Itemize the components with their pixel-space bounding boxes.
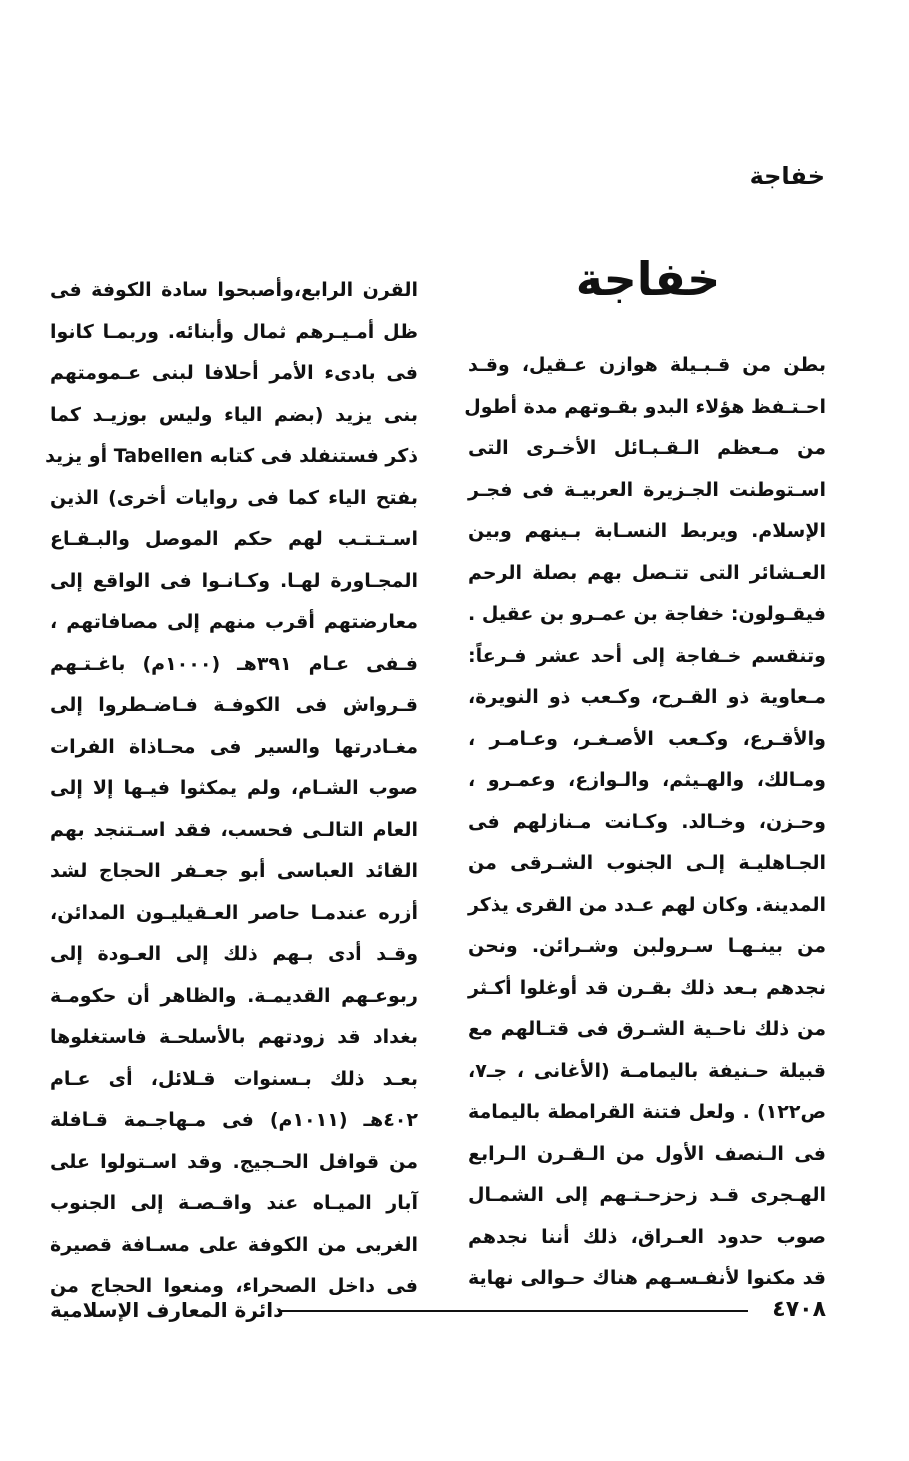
text-line: والأقـرع، وكـعب الأصـغـر، وعـامـر ،	[468, 727, 826, 750]
text-line: اسـتـتـب لهم حكم الموصل والبـقـاع	[50, 528, 418, 550]
text-line: فى الـنصف الأول من الـقـرن الـرابع	[468, 1142, 826, 1165]
text-line: مغـادرتها والسير فى محـاذاة الفرات	[50, 735, 418, 758]
text-line: معارضتهم أقرب منهم إلى مصافاتهم ،	[50, 611, 418, 633]
left-column	[45, 270, 418, 1308]
text-line: صوب حدود العـراق، ذلك أننا نجدهم	[468, 1225, 826, 1248]
text-line: الغربى من الكوفة على مسـافة قصيرة	[50, 1233, 418, 1256]
text-line: ذكر فستنفلد فى كتابه Tabellen أو يزيد	[45, 445, 418, 467]
text-line: القائد العباسى أبو جعـفر الحجاج لشد	[50, 860, 418, 882]
text-line: من قوافل الحـجيج. وقد اسـتولوا على	[50, 1150, 418, 1173]
running-head: خفاجة	[749, 162, 825, 190]
text-line: بطن من قـبـيلة هوازن عـقيل، وقـد	[468, 354, 826, 376]
text-line: المجـاورة لهـا. وكـانـوا فى الواقع إلى	[50, 569, 418, 592]
text-line: العـشائر التى تتـصل بهم بصلة الرحم	[468, 561, 826, 584]
entry-title: خفاجة	[575, 252, 721, 306]
text-line: الجـاهليـة إلـى الجنوب الشـرقى من	[468, 852, 826, 874]
text-line: من بينـهـا سـرولبن وشـرائن. ونحن	[468, 935, 826, 957]
text-line: فيقـولون: خفاجة بن عمـرو بن عقيل .	[468, 603, 826, 625]
text-line: صوب الشـام، ولم يمكثوا فيـها إلا إلى	[50, 777, 418, 799]
text-line: اسـتوطنت الجـزيرة العربيـة فى فجـر	[468, 478, 826, 501]
text-line: آبار الميـاه عند واقـصـة إلى الجنوب	[50, 1192, 418, 1214]
text-line: العام التالـى فحسب، فقد اسـتنجد بهم	[50, 818, 418, 841]
text-line: بفتح الياء كما فى روايات أخرى) الذين	[50, 486, 418, 509]
text-line: وتنقسم خـفاجة إلى أحد عشر فـرعاً:	[468, 644, 826, 667]
text-line: القرن الرابع،وأصبحوا سادة الكوفة فى	[50, 279, 418, 301]
text-line: وحـزن، وخـالد. وكـانت مـنازلهم فى	[468, 810, 826, 833]
text-line: ص١٢٢) . ولعل فتنة القرامطة باليمامة	[468, 1101, 826, 1123]
footer-rule	[278, 1310, 748, 1312]
text-line: فـفى عـام ٣٩١هـ (١٠٠٠م) باغـتـهم	[50, 652, 418, 675]
text-line: فى بادىء الأمر أحلافا لبنى عـمومتهم	[50, 362, 418, 384]
text-line: من ذلك ناحـية الشـرق فى قتـالهم مع	[468, 1018, 826, 1040]
text-line: ومـالك، والهـيثم، والـوازع، وعمـرو ،	[468, 769, 826, 791]
publication-title: دائرة المعارف الإسلامية	[50, 1298, 284, 1322]
text-line: نجدهم بـعد ذلك بقـرن قد أوغلوا أكـثر	[468, 976, 826, 999]
text-line: من مـعظم الـقـبـائل الأخـرى التى	[468, 437, 826, 459]
text-line: أزره عندمـا حاصر العـقيليـون المدائن،	[50, 901, 418, 924]
text-line: مـعاوية ذو القـرح، وكـعب ذو النويرة،	[468, 686, 826, 708]
text-line: بعـد ذلك بـسنوات قـلائل، أى عـام	[50, 1067, 418, 1090]
text-line: الإسلام. ويربط النسـابة بـينهم وبين	[468, 520, 826, 542]
text-line: وقـد أدى بـهم ذلك إلى العـودة إلى	[50, 943, 418, 965]
text-line: المدينة. وكان لهم عـدد من القرى يذكر	[467, 893, 826, 916]
right-column	[464, 345, 826, 1300]
text-line: بغداد قد زودتهم بالأسلحـة فاستغلوها	[50, 1026, 418, 1048]
page-footer	[50, 1292, 826, 1328]
text-line: قبيلة حـنيفة باليمامـة (الأغانى ، جـ٧،	[468, 1059, 826, 1082]
text-line: قـرواش فى الكوفـة فـاضـطروا إلى	[50, 694, 418, 716]
text-line: احـتـفظ هؤلاء البدو بقـوتهم مدة أطول	[464, 395, 826, 418]
text-line: ظل أمـيـرهم ثمال وأبنائه. وربمـا كانوا	[50, 320, 418, 343]
page-number: ٤٧٠٨	[772, 1297, 826, 1322]
text-line: ربوعـهم القديمـة. والظاهر أن حكومـة	[50, 984, 418, 1007]
text-line: الهـجرى قـد زحزحـتـهم إلى الشمـال	[468, 1184, 826, 1206]
text-line: بنى يزيد (بضم الياء وليس بوزيـد كما	[50, 403, 418, 426]
text-line: ٤٠٢هـ (١٠١١م) فى مـهاجـمة قـافلة	[50, 1109, 418, 1131]
text-line: قد مكنوا لأنفـسـهم هناك حـوالى نهاية	[468, 1267, 826, 1289]
text-line: فى داخل الصحراء، ومنعوا الحجاج من	[50, 1275, 418, 1297]
